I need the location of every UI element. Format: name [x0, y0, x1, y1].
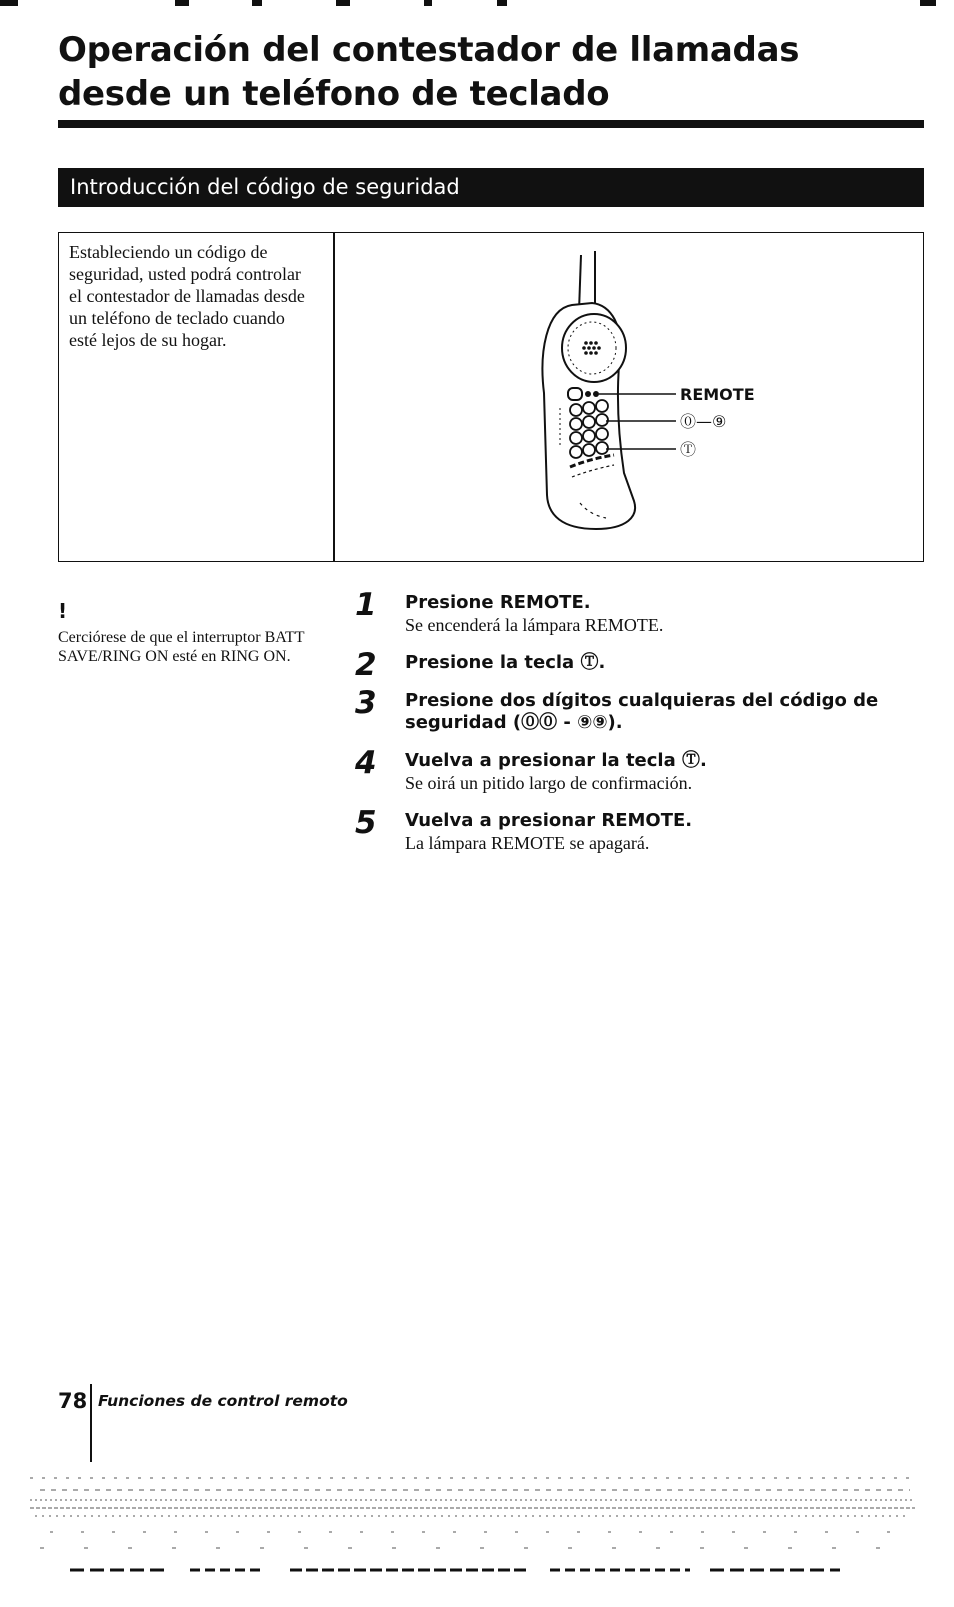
step-heading: Presione la tecla Ⓣ. — [405, 652, 606, 673]
step-4 — [355, 745, 925, 794]
step-heading: Presione REMOTE. — [405, 592, 591, 613]
title-rule — [58, 120, 924, 128]
step-description: Se oirá un pitido largo de confirmación. — [405, 773, 693, 793]
step-number: 4 — [355, 745, 377, 781]
footer-rule — [90, 1384, 92, 1462]
step-description: Se encenderá la lámpara REMOTE. — [405, 615, 664, 635]
step-2 — [355, 647, 925, 683]
step-number: 5 — [355, 805, 377, 841]
label-remote: REMOTE — [680, 385, 755, 404]
step-description: La lámpara REMOTE se apagará. — [405, 833, 650, 853]
page-title-line-1: Operación del contestador de llamadas — [58, 30, 800, 70]
scan-noise — [30, 1470, 920, 1580]
step-number: 3 — [355, 685, 377, 721]
step-5 — [355, 805, 925, 854]
step-number: 1 — [355, 587, 377, 623]
label-hash-key: Ⓣ — [680, 440, 697, 459]
note-text: Cerciórese de que el interruptor BATT SAVE/RING ON esté en RING ON. — [58, 629, 305, 665]
section-header — [58, 168, 924, 207]
note-icon: ! — [58, 599, 68, 623]
steps-list — [355, 587, 925, 854]
step-1 — [355, 587, 925, 636]
section-title: Introducción del código de seguridad — [70, 175, 460, 199]
page-number: 78 — [58, 1389, 88, 1413]
step-number: 2 — [355, 647, 377, 683]
step-heading: Vuelva a presionar la tecla Ⓣ. — [405, 750, 707, 771]
footer-section-name: Funciones de control remoto — [98, 1392, 348, 1410]
page-title — [58, 28, 918, 116]
page-title-line-2: desde un teléfono de teclado — [58, 74, 610, 114]
step-3 — [355, 685, 925, 734]
label-digit-keys: ⓪—⑨ — [680, 412, 727, 431]
intro-box — [58, 232, 924, 562]
step-heading: Vuelva a presionar REMOTE. — [405, 810, 693, 831]
crop-marks — [0, 0, 954, 14]
intro-text: Estableciendo un código de seguridad, usted podrá controlar el contestador de llamadas desde un teléfono de teclado cuando esté lejos de su hogar. — [69, 242, 305, 350]
step-heading: Presione dos dígitos cualquieras del código de seguridad (⓪⓪ - ⑨⑨). — [405, 690, 879, 733]
cordless-handset-illustration — [334, 233, 922, 561]
